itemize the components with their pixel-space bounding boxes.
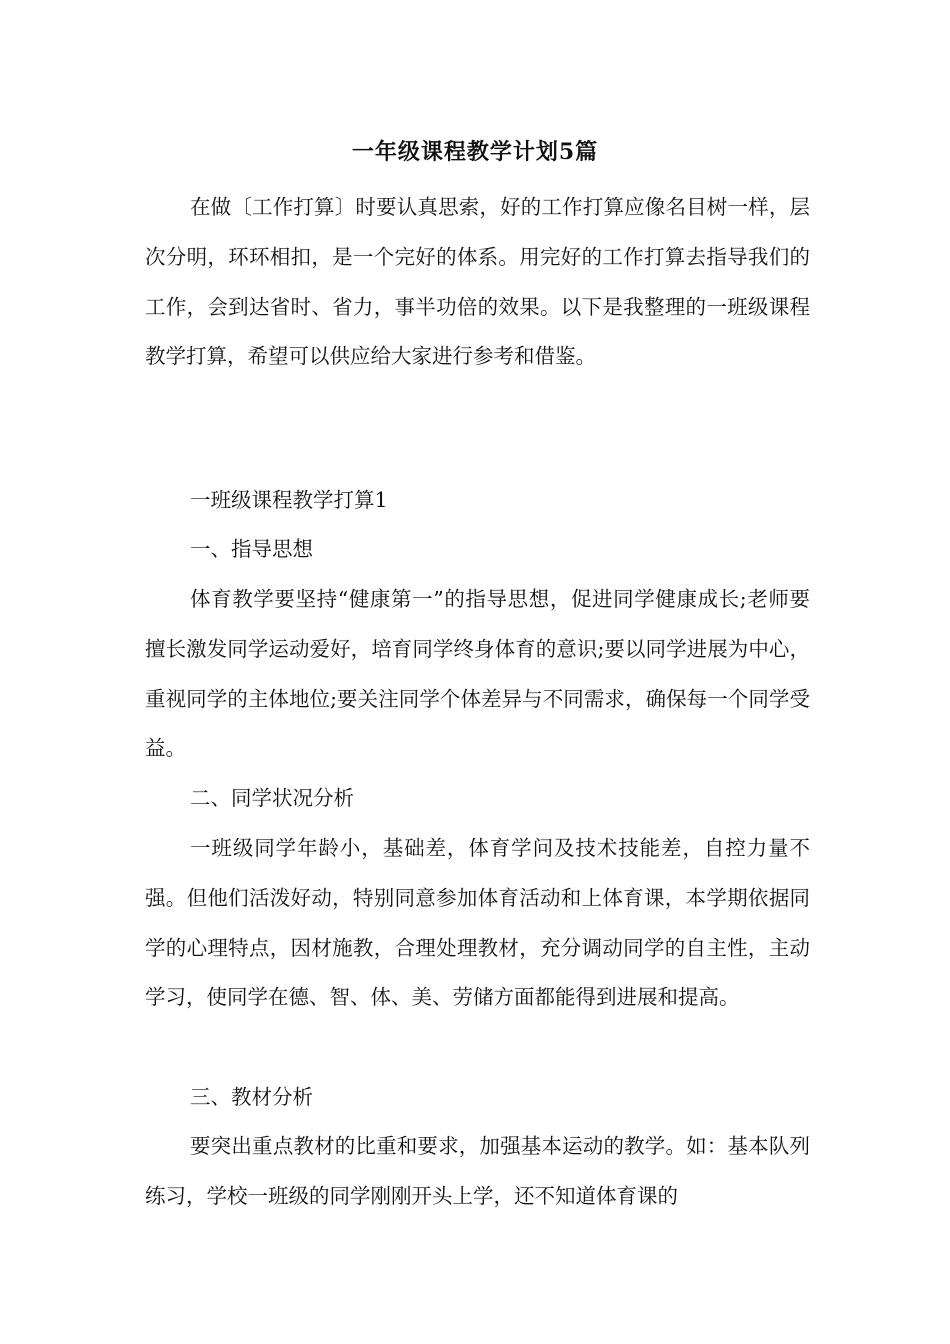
document-title: 一年级课程教学计划5篇: [351, 139, 599, 165]
heading-textbook-analysis: 三、教材分析: [190, 1085, 313, 1109]
intro-paragraph: 在做〔工作打算〕时要认真思索，好的工作打算应像名目树一样，层次分明，环环相扣，是一个完好的体系。用完好的工作打算去指导我们的工作，会到达省时、省力，事半功倍的效果。以下是我整理的一班级课程教学打算，希望可以供应给大家进行参考和借鉴。: [145, 195, 810, 369]
paragraph-guiding-ideology: 体育教学要坚持“健康第一”的指导思想，促进同学健康成长;老师要擅长激发同学运动爱好，培育同学终身体育的意识;要以同学进展为中心，重视同学的主体地位;要关注同学个体差异与不同需求，确保每一个同学受益。: [145, 587, 810, 761]
section-title: 一班级课程教学打算1: [190, 488, 388, 512]
heading-guiding-ideology: 一、指导思想: [190, 537, 313, 561]
paragraph-student-analysis: 一班级同学年龄小，基础差，体育学问及技术技能差，自控力量不强。但他们活泼好动，特别同意参加体育活动和上体育课，本学期依据同学的心理特点，因材施教，合理处理教材，充分调动同学的自主性，主动学习，使同学在德、智、体、美、劳储方面都能得到进展和提高。: [145, 836, 810, 1010]
heading-student-analysis: 二、同学状况分析: [190, 786, 354, 810]
paragraph-textbook-analysis: 要突出重点教材的比重和要求，加强基本运动的教学。如：基本队列练习，学校一班级的同学刚刚开头上学，还不知道体育课的: [145, 1134, 810, 1208]
